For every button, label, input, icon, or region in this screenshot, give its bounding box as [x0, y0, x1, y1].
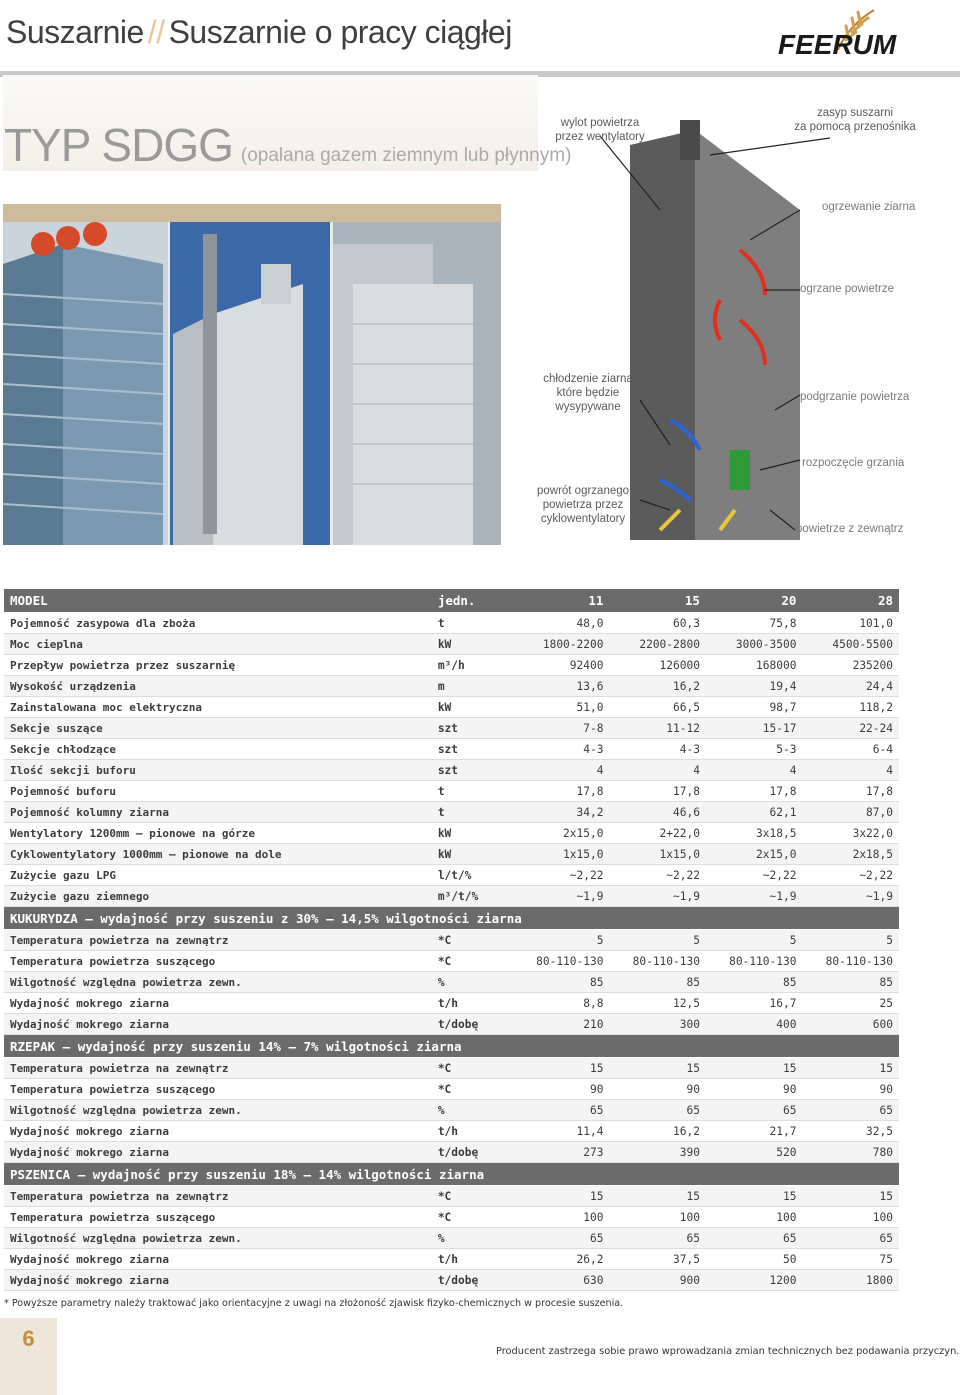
row-label: Wilgotność względna powietrza zewn.: [4, 972, 432, 993]
row-value: 90: [706, 1079, 803, 1100]
row-value: 65: [609, 1228, 706, 1249]
section-title: PSZENICA – wydajność przy suszeniu 18% – 14% wilgotności ziarna: [4, 1163, 899, 1186]
row-value: 80-110-130: [513, 951, 610, 972]
row-value: 48,0: [513, 613, 610, 634]
table-row: [4, 1079, 899, 1100]
row-value: 92400: [513, 655, 610, 676]
row-value: 16,7: [706, 993, 803, 1014]
row-value: 4-3: [609, 739, 706, 760]
table-row: [4, 1058, 899, 1079]
row-value: 65: [513, 1228, 610, 1249]
row-value: 900: [609, 1270, 706, 1291]
row-unit: m³/h: [432, 655, 513, 676]
row-unit: kW: [432, 844, 513, 865]
row-value: 6-4: [802, 739, 899, 760]
row-value: 65: [706, 1228, 803, 1249]
row-value: 65: [513, 1100, 610, 1121]
table-row: [4, 865, 899, 886]
row-label: Pojemność buforu: [4, 781, 432, 802]
row-value: 4: [706, 760, 803, 781]
row-value: 4-3: [513, 739, 610, 760]
row-value: 13,6: [513, 676, 610, 697]
section-header-row: [4, 907, 899, 930]
row-value: 4: [609, 760, 706, 781]
row-value: 15: [802, 1058, 899, 1079]
table-row: [4, 930, 899, 951]
row-value: 15: [513, 1058, 610, 1079]
row-value: 100: [802, 1207, 899, 1228]
row-value: 75,8: [706, 613, 803, 634]
table-row: [4, 1228, 899, 1249]
row-value: 11-12: [609, 718, 706, 739]
row-unit: *C: [432, 1207, 513, 1228]
table-row: [4, 781, 899, 802]
row-unit: szt: [432, 739, 513, 760]
row-unit: t/h: [432, 1121, 513, 1142]
row-value: 4: [802, 760, 899, 781]
row-label: Wentylatory 1200mm – pionowe na górze: [4, 823, 432, 844]
header-model-11: 11: [513, 589, 610, 613]
callout-grain-cooling: chłodzenie ziarna które będzie wysypywane: [543, 373, 633, 413]
row-value: 17,8: [706, 781, 803, 802]
table-row: [4, 1186, 899, 1207]
photo-strip-top: [3, 204, 501, 222]
row-value: 11,4: [513, 1121, 610, 1142]
row-label: Moc cieplna: [4, 634, 432, 655]
row-value: 80-110-130: [802, 951, 899, 972]
row-unit: *C: [432, 1058, 513, 1079]
header-model-15: 15: [609, 589, 706, 613]
row-label: Przepływ powietrza przez suszarnię: [4, 655, 432, 676]
row-value: 1800: [802, 1270, 899, 1291]
row-label: Temperatura powietrza na zewnątrz: [4, 1186, 432, 1207]
row-value: 15: [706, 1058, 803, 1079]
table-row: [4, 718, 899, 739]
section-title: KUKURYDZA – wydajność przy suszeniu z 30% – 14,5% wilgotności ziarna: [4, 907, 899, 930]
row-value: 100: [706, 1207, 803, 1228]
row-value: 101,0: [802, 613, 899, 634]
row-value: 85: [609, 972, 706, 993]
feerum-logo: [776, 4, 904, 66]
row-unit: t/dobę: [432, 1014, 513, 1035]
row-unit: *C: [432, 1186, 513, 1207]
row-unit: t/dobę: [432, 1142, 513, 1163]
row-label: Sekcje chłodzące: [4, 739, 432, 760]
row-value: 210: [513, 1014, 610, 1035]
row-label: Ilość sekcji buforu: [4, 760, 432, 781]
row-label: Wilgotność względna powietrza zewn.: [4, 1100, 432, 1121]
row-label: Wydajność mokrego ziarna: [4, 1014, 432, 1035]
row-value: 66,5: [609, 697, 706, 718]
table-row: [4, 655, 899, 676]
row-value: ~2,22: [802, 865, 899, 886]
row-value: 126000: [609, 655, 706, 676]
row-unit: kW: [432, 697, 513, 718]
row-unit: kW: [432, 634, 513, 655]
row-unit: szt: [432, 718, 513, 739]
row-value: 17,8: [513, 781, 610, 802]
row-label: Zużycie gazu ziemnego: [4, 886, 432, 907]
row-value: ~2,22: [609, 865, 706, 886]
row-value: 2200-2800: [609, 634, 706, 655]
row-value: 90: [802, 1079, 899, 1100]
section-header-row: [4, 1035, 899, 1058]
row-label: Temperatura powietrza suszącego: [4, 1079, 432, 1100]
row-value: 37,5: [609, 1249, 706, 1270]
row-value: 5: [609, 930, 706, 951]
callout-grain-heating: ogrzewanie ziarna: [822, 201, 916, 213]
row-value: ~2,22: [706, 865, 803, 886]
section-title: RZEPAK – wydajność przy suszeniu 14% – 7% wilgotności ziarna: [4, 1035, 899, 1058]
row-value: 65: [609, 1100, 706, 1121]
callout-fan-outlet: wylot powietrza przez wentylatory: [555, 117, 645, 143]
row-unit: m: [432, 676, 513, 697]
table-row: [4, 676, 899, 697]
row-value: 5: [706, 930, 803, 951]
row-label: Sekcje suszące: [4, 718, 432, 739]
row-value: 168000: [706, 655, 803, 676]
row-value: ~1,9: [706, 886, 803, 907]
table-row: [4, 844, 899, 865]
row-value: 235200: [802, 655, 899, 676]
row-label: Temperatura powietrza suszącego: [4, 1207, 432, 1228]
row-value: 65: [802, 1100, 899, 1121]
row-value: 7-8: [513, 718, 610, 739]
header-unit: jedn.: [432, 589, 513, 613]
row-value: 26,2: [513, 1249, 610, 1270]
table-row: [4, 760, 899, 781]
row-value: 2+22,0: [609, 823, 706, 844]
row-label: Temperatura powietrza na zewnątrz: [4, 930, 432, 951]
disclaimer: Producent zastrzega sobie prawo wprowadzania zmian technicznych bez podawania przyczyn.: [496, 1346, 960, 1357]
table-row: [4, 1142, 899, 1163]
row-value: 19,4: [706, 676, 803, 697]
row-value: 15: [802, 1186, 899, 1207]
row-value: 34,2: [513, 802, 610, 823]
callout-heated-air: ogrzane powietrze: [800, 283, 894, 295]
row-label: Wydajność mokrego ziarna: [4, 1142, 432, 1163]
row-value: 75: [802, 1249, 899, 1270]
row-unit: t: [432, 781, 513, 802]
row-value: 87,0: [802, 802, 899, 823]
spec-table-wrapper: [4, 589, 899, 1291]
row-value: 17,8: [609, 781, 706, 802]
table-row: [4, 739, 899, 760]
row-unit: t: [432, 613, 513, 634]
row-label: Wilgotność względna powietrza zewn.: [4, 1228, 432, 1249]
row-value: 3x18,5: [706, 823, 803, 844]
table-row: [4, 613, 899, 634]
table-row: [4, 1014, 899, 1035]
row-value: 300: [609, 1014, 706, 1035]
row-label: Wydajność mokrego ziarna: [4, 1249, 432, 1270]
breadcrumb-page: Suszarnie o pracy ciągłej: [168, 14, 512, 50]
row-value: 90: [609, 1079, 706, 1100]
row-value: 22-24: [802, 718, 899, 739]
row-value: 3x22,0: [802, 823, 899, 844]
table-row: [4, 1249, 899, 1270]
burner-icon: [730, 450, 750, 490]
row-label: Wysokość urządzenia: [4, 676, 432, 697]
header-model-28: 28: [802, 589, 899, 613]
row-unit: *C: [432, 951, 513, 972]
row-value: 100: [513, 1207, 610, 1228]
row-label: Zużycie gazu LPG: [4, 865, 432, 886]
dryer-cross-section-diagram: [600, 100, 960, 550]
dryer-photos: [3, 204, 501, 545]
row-value: 32,5: [802, 1121, 899, 1142]
row-unit: t/h: [432, 993, 513, 1014]
table-row: [4, 697, 899, 718]
row-value: 85: [706, 972, 803, 993]
breadcrumb: [6, 14, 512, 51]
row-unit: t/h: [432, 1249, 513, 1270]
row-value: 390: [609, 1142, 706, 1163]
table-row: [4, 1270, 899, 1291]
row-value: 90: [513, 1079, 610, 1100]
row-value: ~2,22: [513, 865, 610, 886]
table-row: [4, 823, 899, 844]
table-row: [4, 886, 899, 907]
row-label: Pojemność zasypowa dla zboża: [4, 613, 432, 634]
row-value: 51,0: [513, 697, 610, 718]
table-row: [4, 972, 899, 993]
row-value: 1800-2200: [513, 634, 610, 655]
table-row: [4, 634, 899, 655]
row-value: 1x15,0: [609, 844, 706, 865]
row-value: 80-110-130: [609, 951, 706, 972]
row-label: Zainstalowana moc elektryczna: [4, 697, 432, 718]
row-value: 630: [513, 1270, 610, 1291]
row-value: 2x18,5: [802, 844, 899, 865]
row-value: 12,5: [609, 993, 706, 1014]
row-value: 80-110-130: [706, 951, 803, 972]
row-value: 15: [706, 1186, 803, 1207]
row-unit: %: [432, 972, 513, 993]
row-value: 65: [802, 1228, 899, 1249]
row-value: 8,8: [513, 993, 610, 1014]
row-value: ~1,9: [609, 886, 706, 907]
footnote: * Powyższe parametry należy traktować jako orientacyjne z uwagi na złożoność zjawisk fizyko-chemicznych w procesie suszenia.: [4, 1298, 624, 1309]
row-value: 3000-3500: [706, 634, 803, 655]
page-title: [4, 118, 571, 172]
row-unit: t/dobę: [432, 1270, 513, 1291]
callout-heating-start: rozpoczęcie grzania: [802, 457, 905, 469]
row-value: 4: [513, 760, 610, 781]
row-value: 16,2: [609, 1121, 706, 1142]
row-label: Cyklowentylatory 1000mm – pionowe na dole: [4, 844, 432, 865]
logo-wordmark: FEERUM: [778, 29, 897, 60]
row-unit: szt: [432, 760, 513, 781]
row-value: 100: [609, 1207, 706, 1228]
row-value: 600: [802, 1014, 899, 1035]
row-label: Pojemność kolumny ziarna: [4, 802, 432, 823]
row-label: Temperatura powietrza suszącego: [4, 951, 432, 972]
row-label: Wydajność mokrego ziarna: [4, 993, 432, 1014]
header-model-20: 20: [706, 589, 803, 613]
table-header-row: [4, 589, 899, 613]
row-value: 5: [513, 930, 610, 951]
row-value: ~1,9: [513, 886, 610, 907]
row-unit: %: [432, 1100, 513, 1121]
callout-outside-air: powietrze z zewnątrz: [796, 523, 904, 535]
row-value: 24,4: [802, 676, 899, 697]
row-value: 15: [609, 1186, 706, 1207]
row-unit: *C: [432, 930, 513, 951]
row-value: 65: [706, 1100, 803, 1121]
row-value: 520: [706, 1142, 803, 1163]
row-value: 85: [513, 972, 610, 993]
breadcrumb-section: Suszarnie: [6, 14, 144, 50]
row-value: 273: [513, 1142, 610, 1163]
row-label: Wydajność mokrego ziarna: [4, 1270, 432, 1291]
callout-return-air: powrót ogrzanego powietrza przez cyklowentylatory: [536, 485, 630, 525]
row-value: 16,2: [609, 676, 706, 697]
header-model: MODEL: [4, 589, 432, 613]
table-row: [4, 993, 899, 1014]
row-value: 5-3: [706, 739, 803, 760]
row-value: ~1,9: [802, 886, 899, 907]
table-row: [4, 1100, 899, 1121]
row-value: 85: [802, 972, 899, 993]
row-value: 62,1: [706, 802, 803, 823]
row-unit: t: [432, 802, 513, 823]
model-subtitle: (opalana gazem ziemnym lub płynnym): [240, 145, 572, 166]
row-unit: kW: [432, 823, 513, 844]
row-value: 15: [609, 1058, 706, 1079]
row-unit: m³/t/%: [432, 886, 513, 907]
callout-air-preheating: podgrzanie powietrza: [800, 391, 910, 403]
row-value: 780: [802, 1142, 899, 1163]
row-value: 50: [706, 1249, 803, 1270]
row-value: 98,7: [706, 697, 803, 718]
row-value: 17,8: [802, 781, 899, 802]
row-unit: %: [432, 1228, 513, 1249]
row-value: 15-17: [706, 718, 803, 739]
row-value: 4500-5500: [802, 634, 899, 655]
row-unit: *C: [432, 1079, 513, 1100]
row-label: Temperatura powietrza na zewnątrz: [4, 1058, 432, 1079]
row-value: 1200: [706, 1270, 803, 1291]
row-unit: l/t/%: [432, 865, 513, 886]
page-number: 6: [22, 1326, 35, 1351]
row-value: 2x15,0: [706, 844, 803, 865]
row-value: 60,3: [609, 613, 706, 634]
row-value: 2x15,0: [513, 823, 610, 844]
table-row: [4, 802, 899, 823]
section-header-row: [4, 1163, 899, 1186]
row-value: 25: [802, 993, 899, 1014]
table-row: [4, 1207, 899, 1228]
row-value: 1x15,0: [513, 844, 610, 865]
table-row: [4, 951, 899, 972]
model-type: TYP SDGG: [4, 119, 233, 171]
callout-feed-conveyor: zasyp suszarni za pomocą przenośnika: [794, 107, 916, 133]
row-value: 15: [513, 1186, 610, 1207]
row-label: Wydajność mokrego ziarna: [4, 1121, 432, 1142]
row-value: 46,6: [609, 802, 706, 823]
row-value: 400: [706, 1014, 803, 1035]
row-value: 21,7: [706, 1121, 803, 1142]
spec-table: [4, 589, 899, 1291]
row-value: 5: [802, 930, 899, 951]
table-row: [4, 1121, 899, 1142]
row-value: 118,2: [802, 697, 899, 718]
breadcrumb-separator: //: [147, 14, 165, 50]
